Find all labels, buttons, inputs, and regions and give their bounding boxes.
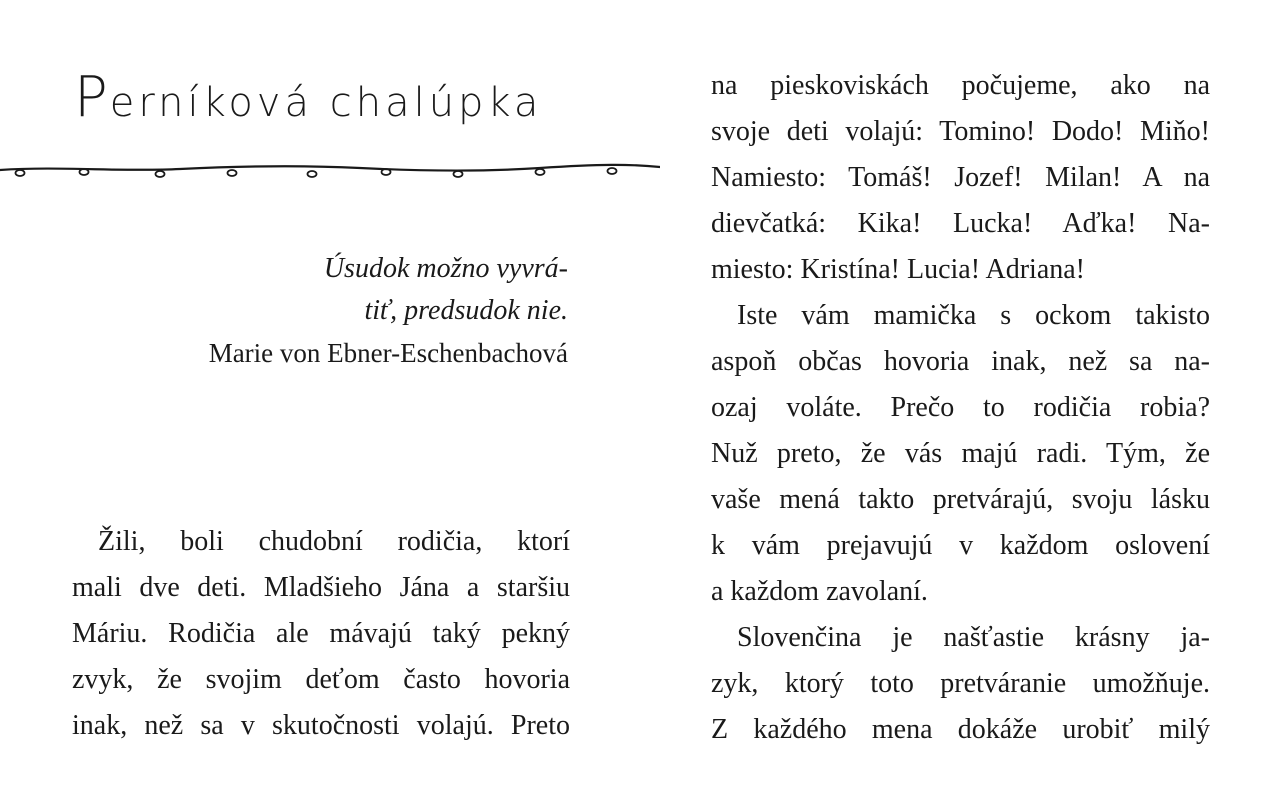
- left-text-column: [72, 519, 570, 749]
- text-line: inak, než sa v skutočnosti volajú. Preto: [72, 710, 570, 741]
- text-line: Žili, boli chudobní rodičia, ktorí: [98, 526, 570, 557]
- chapter-title-word2: chalúpka: [329, 80, 543, 126]
- text-line: Namiesto: Tomáš! Jozef! Milan! A na: [711, 162, 1210, 193]
- right-text-column: [711, 63, 1210, 753]
- text-line: zyk, ktorý toto pretváranie umožňuje.: [711, 668, 1210, 699]
- text-line: ozaj voláte. Prečo to rodičia robia?: [711, 392, 1210, 423]
- text-line: Iste vám mamička s ockom takisto: [737, 300, 1210, 331]
- text-line: dievčatká: Kika! Lucka! Aďka! Na-: [711, 208, 1210, 239]
- text-line: zvyk, že svojim deťom často hovoria: [72, 664, 570, 695]
- chapter-title: [74, 65, 634, 130]
- text-line: Slovenčina je našťastie krásny ja-: [737, 622, 1210, 653]
- text-line: Z každého mena dokáže urobiť milý: [711, 714, 1210, 745]
- text-line: a každom zavolaní.: [711, 576, 928, 607]
- chapter-title-initial: P: [74, 65, 110, 130]
- text-line: Máriu. Rodičia ale mávajú taký pekný: [72, 618, 570, 649]
- text-line: aspoň občas hovoria inak, než sa na-: [711, 346, 1210, 377]
- text-line: Nuž preto, že vás majú radi. Tým, že: [711, 438, 1210, 469]
- text-line: k vám prejavujú v každom oslovení: [711, 530, 1210, 561]
- epigraph: [120, 248, 568, 374]
- text-line: miesto: Kristína! Lucia! Adriana!: [711, 254, 1085, 285]
- text-line: vaše mená takto pretvárajú, svoju lásku: [711, 484, 1210, 515]
- text-line: na pieskoviskách počujeme, ako na: [711, 70, 1210, 101]
- epigraph-line-2: tiť, predsudok nie.: [364, 295, 568, 326]
- decorative-divider-icon: [0, 152, 660, 192]
- chapter-title-word1-rest: erníková: [109, 80, 313, 126]
- text-line: svoje deti volajú: Tomino! Dodo! Miňo!: [711, 116, 1210, 147]
- epigraph-line-1: Úsudok možno vyvrá-: [323, 253, 568, 284]
- text-line: mali dve deti. Mladšieho Jána a staršiu: [72, 572, 570, 603]
- epigraph-author: Marie von Ebner-Eschenbachová: [208, 338, 568, 368]
